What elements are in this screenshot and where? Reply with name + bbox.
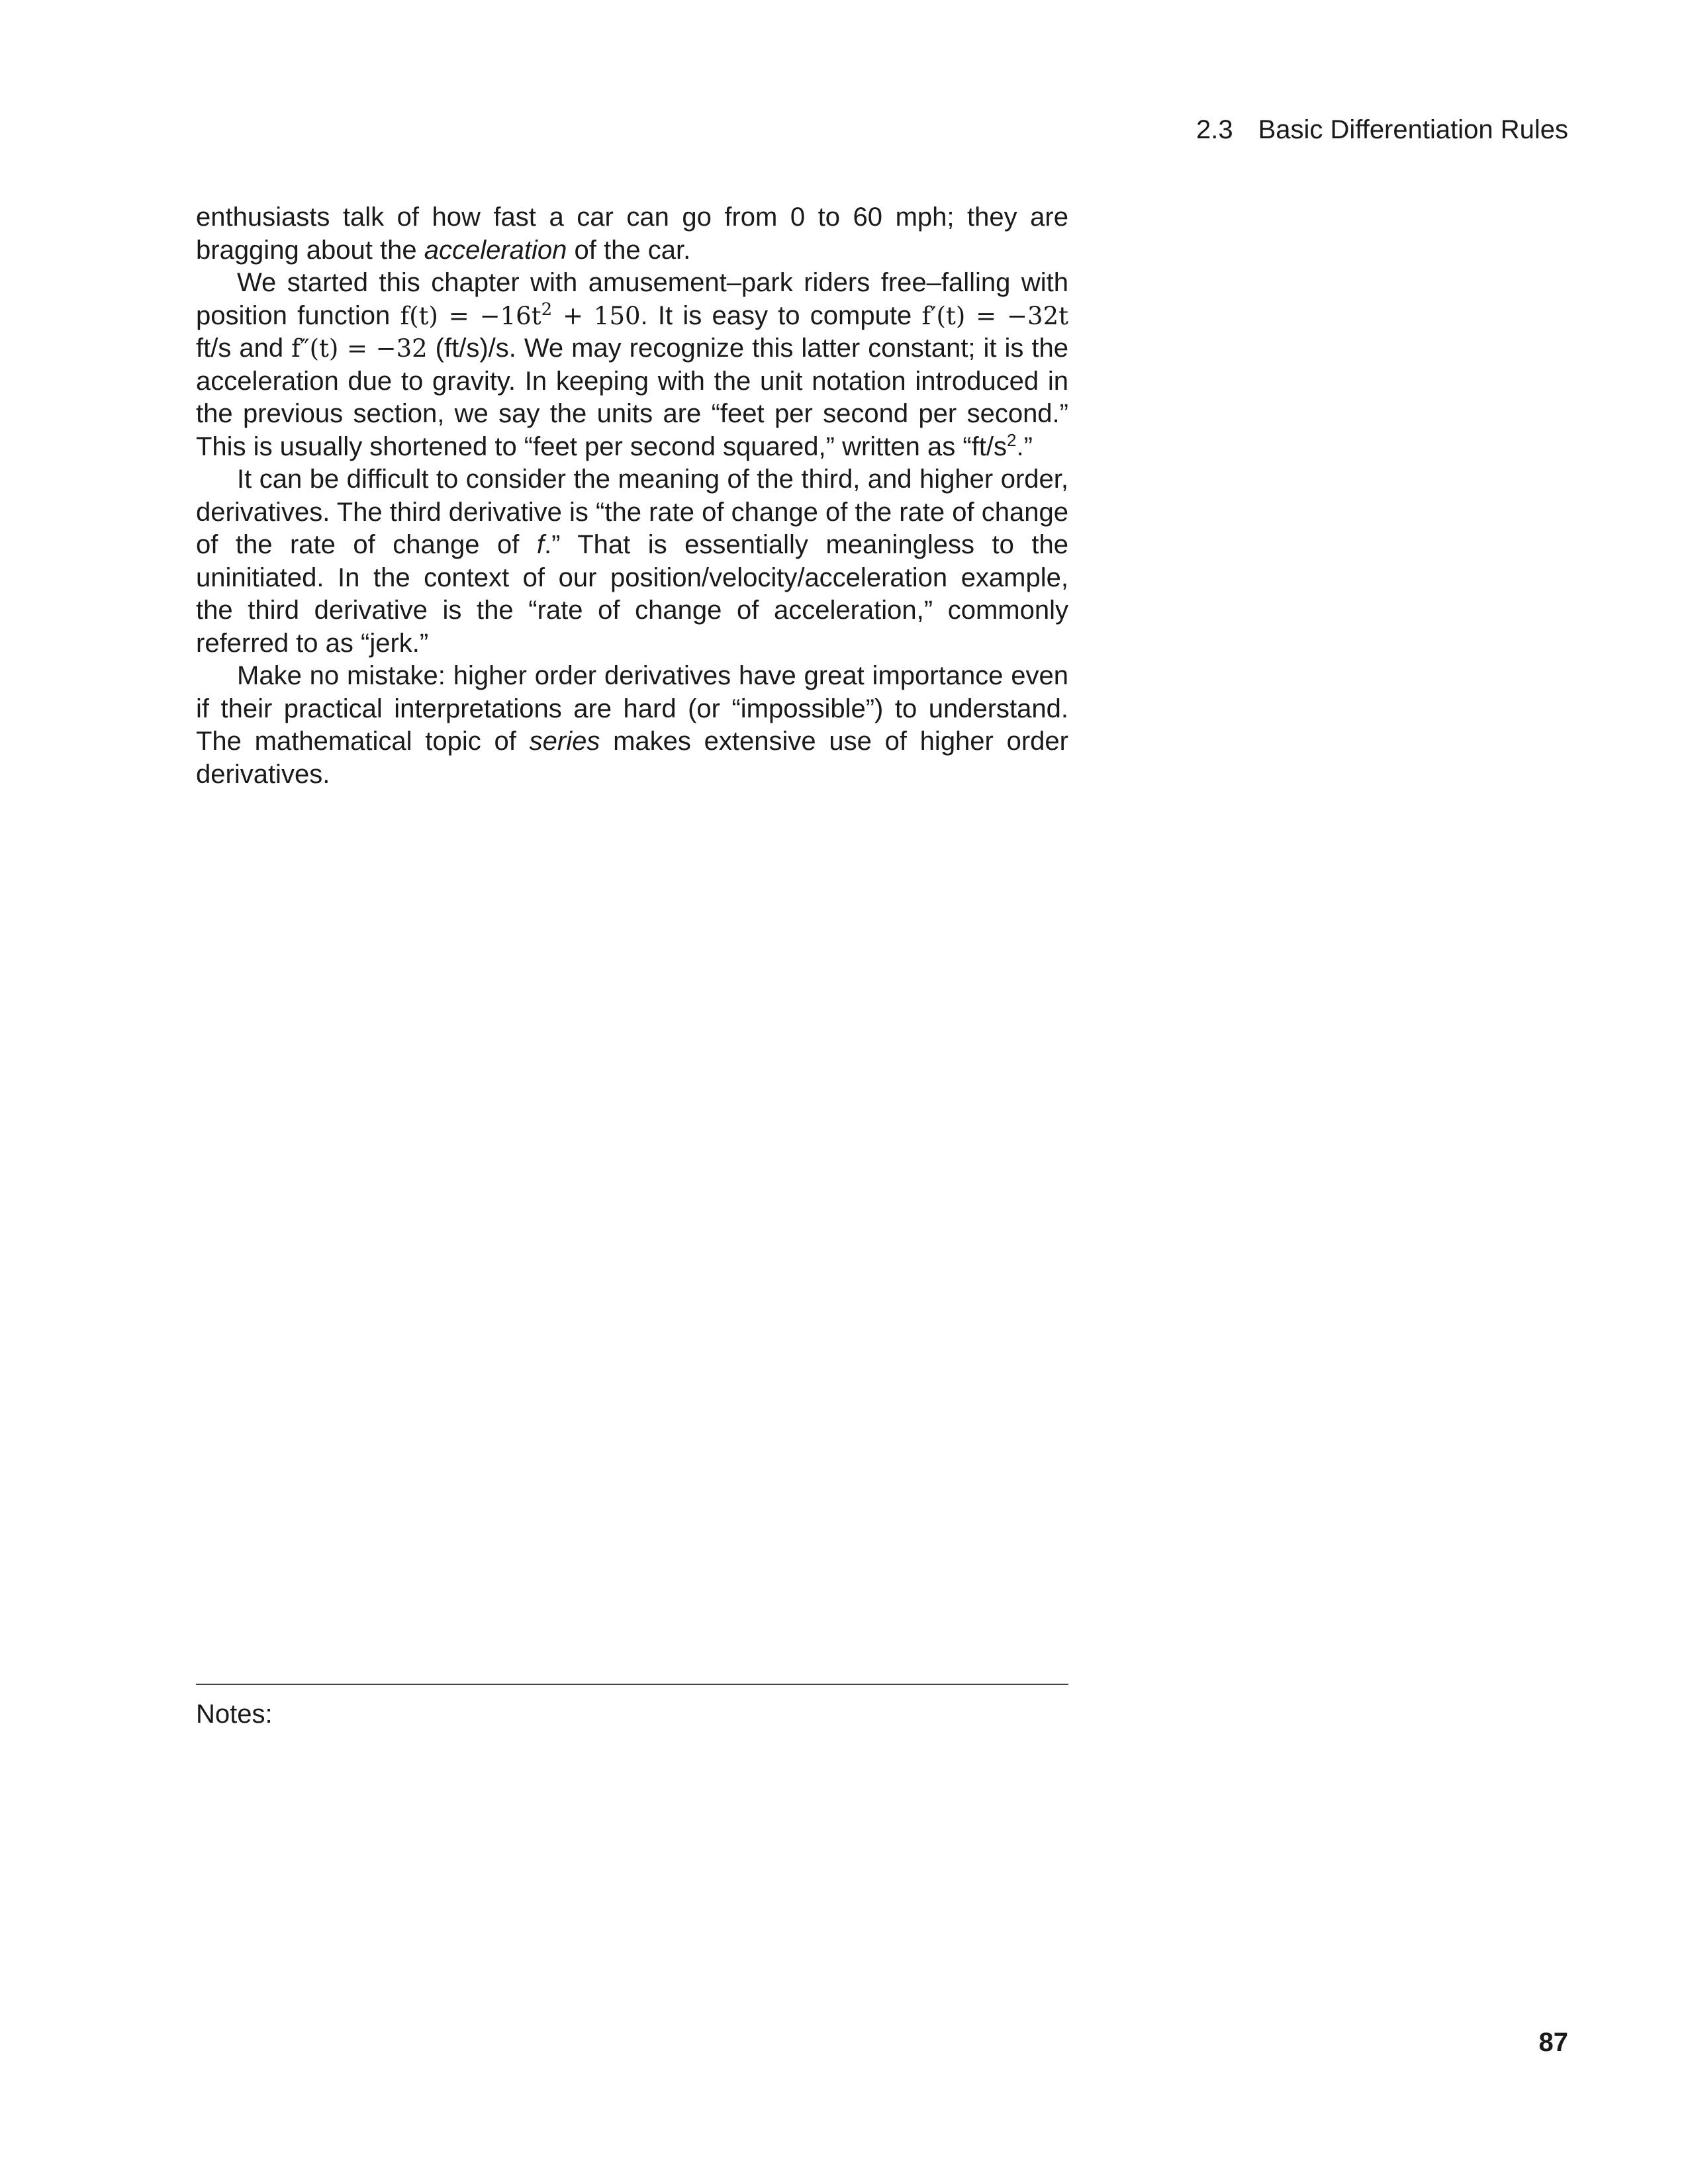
paragraph-4 bbox=[196, 660, 1068, 791]
paragraph-2 bbox=[196, 267, 1068, 463]
paragraph-4-text-b: makes extensive use of higher order derivatives. bbox=[196, 727, 1068, 789]
math-f-exponent: 2 bbox=[541, 299, 553, 320]
paragraph-2-text-a: We started this chapter with amusement–park riders free–falling with position function bbox=[196, 268, 1068, 330]
math-f-base: f(t) = −16t bbox=[400, 301, 541, 330]
section-number: 2.3 bbox=[1196, 115, 1233, 144]
paragraph-2-text-c: ft/s and bbox=[196, 334, 292, 363]
paragraph-2-text-b: . It is easy to compute bbox=[640, 300, 922, 330]
paragraph-3 bbox=[196, 463, 1068, 660]
paragraph-2-text-d: (ft/s)/s. We may recognize this latter constant; it is the acceleration due to gravity. In keeping with the unit notation introduced in the previous section, we say the units are “feet per second per second.” This is usually shortened to “feet per second squared,” written as “ft/s bbox=[196, 334, 1068, 461]
emphasis-f: f bbox=[536, 530, 545, 559]
section-title: Basic Differentiation Rules bbox=[1258, 115, 1568, 144]
paragraph-1-text-b: of the car. bbox=[567, 235, 691, 265]
paragraph-3-text-a: It can be difficult to consider the meaning of the third, and higher order, derivatives. The third derivative is “the rate of change of the rate of change of the rate of change of bbox=[196, 465, 1068, 559]
paragraph-4-text-a: Make no mistake: higher order derivatives have great importance even if their practical interpretations are hard (or “impossible”) to understand. The mathematical topic of bbox=[196, 661, 1068, 756]
math-first-derivative: f′(t) = −32t bbox=[921, 301, 1068, 330]
paragraph-3-text-b: .” That is essentially meaningless to the uninitiated. In the context of our position/velocity/acceleration example, the third derivative is the “rate of change of acceleration,” commonly referred to as “jerk.” bbox=[196, 530, 1068, 658]
main-text-column bbox=[196, 201, 1068, 791]
math-position-function bbox=[400, 299, 641, 330]
units-exponent: 2 bbox=[1007, 430, 1017, 450]
paragraph-2-text-e: .” bbox=[1016, 432, 1033, 461]
notes-divider bbox=[196, 1684, 1068, 1685]
page-number: 87 bbox=[1538, 2028, 1568, 2057]
notes-label: Notes: bbox=[196, 1700, 273, 1729]
paragraph-1-text-a: enthusiasts talk of how fast a car can go from 0 to 60 mph; they are bragging about the bbox=[196, 203, 1068, 265]
emphasis-acceleration: acceleration bbox=[424, 235, 567, 265]
math-second-derivative: f″(t) = −32 bbox=[291, 334, 428, 363]
running-header bbox=[1196, 114, 1568, 146]
emphasis-series: series bbox=[529, 727, 600, 756]
paragraph-1 bbox=[196, 201, 1068, 267]
math-f-tail: + 150 bbox=[552, 301, 641, 330]
